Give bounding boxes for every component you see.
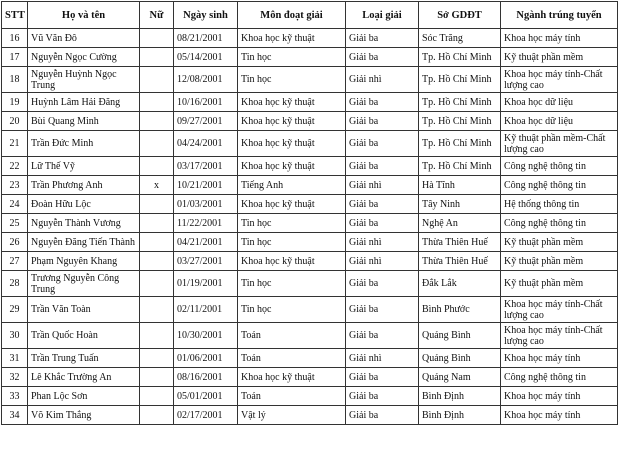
cell-name: Trần Đức Minh bbox=[28, 131, 140, 157]
cell-department: Tây Ninh bbox=[419, 195, 501, 214]
cell-award: Giải ba bbox=[346, 406, 419, 425]
cell-dob: 05/01/2001 bbox=[174, 387, 238, 406]
cell-award: Giải ba bbox=[346, 368, 419, 387]
cell-subject: Khoa học kỹ thuật bbox=[238, 195, 346, 214]
cell-subject: Toán bbox=[238, 387, 346, 406]
table-row bbox=[2, 297, 618, 323]
cell-female bbox=[140, 387, 174, 406]
table-row bbox=[2, 195, 618, 214]
cell-stt: 23 bbox=[2, 176, 28, 195]
table-row bbox=[2, 93, 618, 112]
cell-female bbox=[140, 271, 174, 297]
cell-dob: 11/22/2001 bbox=[174, 214, 238, 233]
cell-major: Kỹ thuật phần mềm-Chất lượng cao bbox=[501, 131, 618, 157]
cell-female bbox=[140, 112, 174, 131]
header-major: Ngành trúng tuyển bbox=[501, 2, 618, 29]
awards-table bbox=[1, 1, 618, 425]
cell-subject: Tin học bbox=[238, 297, 346, 323]
cell-name: Lữ Thế Vỹ bbox=[28, 157, 140, 176]
table-row bbox=[2, 387, 618, 406]
header-stt: STT bbox=[2, 2, 28, 29]
cell-female bbox=[140, 297, 174, 323]
cell-stt: 34 bbox=[2, 406, 28, 425]
cell-major: Khoa học máy tính-Chất lượng cao bbox=[501, 323, 618, 349]
cell-stt: 28 bbox=[2, 271, 28, 297]
cell-subject: Tin học bbox=[238, 48, 346, 67]
cell-female bbox=[140, 157, 174, 176]
cell-subject: Khoa học kỹ thuật bbox=[238, 29, 346, 48]
cell-department: Thừa Thiên Huế bbox=[419, 252, 501, 271]
cell-dob: 02/11/2001 bbox=[174, 297, 238, 323]
cell-dob: 10/30/2001 bbox=[174, 323, 238, 349]
table-row bbox=[2, 349, 618, 368]
table-row bbox=[2, 48, 618, 67]
cell-dob: 02/17/2001 bbox=[174, 406, 238, 425]
cell-female bbox=[140, 195, 174, 214]
cell-department: Thừa Thiên Huế bbox=[419, 233, 501, 252]
cell-name: Nguyễn Ngọc Cường bbox=[28, 48, 140, 67]
cell-dob: 08/16/2001 bbox=[174, 368, 238, 387]
cell-award: Giải ba bbox=[346, 131, 419, 157]
cell-award: Giải ba bbox=[346, 214, 419, 233]
cell-department: Quảng Nam bbox=[419, 368, 501, 387]
cell-department: Tp. Hồ Chí Minh bbox=[419, 131, 501, 157]
cell-subject: Khoa học kỹ thuật bbox=[238, 157, 346, 176]
cell-major: Khoa học máy tính bbox=[501, 406, 618, 425]
table-body bbox=[2, 29, 618, 425]
cell-major: Khoa học máy tính-Chất lượng cao bbox=[501, 67, 618, 93]
cell-department: Hà Tĩnh bbox=[419, 176, 501, 195]
cell-award: Giải ba bbox=[346, 29, 419, 48]
cell-stt: 21 bbox=[2, 131, 28, 157]
cell-stt: 31 bbox=[2, 349, 28, 368]
cell-subject: Khoa học kỹ thuật bbox=[238, 252, 346, 271]
cell-name: Bùi Quang Minh bbox=[28, 112, 140, 131]
header-dob: Ngày sinh bbox=[174, 2, 238, 29]
cell-stt: 32 bbox=[2, 368, 28, 387]
table-row bbox=[2, 406, 618, 425]
cell-award: Giải nhì bbox=[346, 176, 419, 195]
cell-stt: 33 bbox=[2, 387, 28, 406]
cell-name: Trần Văn Toàn bbox=[28, 297, 140, 323]
cell-female bbox=[140, 48, 174, 67]
cell-major: Công nghệ thông tin bbox=[501, 368, 618, 387]
cell-department: Đắk Lắk bbox=[419, 271, 501, 297]
cell-award: Giải ba bbox=[346, 387, 419, 406]
cell-dob: 01/03/2001 bbox=[174, 195, 238, 214]
cell-female bbox=[140, 406, 174, 425]
cell-subject: Khoa học kỹ thuật bbox=[238, 368, 346, 387]
cell-subject: Tin học bbox=[238, 271, 346, 297]
cell-stt: 27 bbox=[2, 252, 28, 271]
header-subject: Môn đoạt giải bbox=[238, 2, 346, 29]
table-row bbox=[2, 67, 618, 93]
cell-name: Võ Kim Thắng bbox=[28, 406, 140, 425]
cell-subject: Tin học bbox=[238, 67, 346, 93]
table-row bbox=[2, 233, 618, 252]
cell-dob: 12/08/2001 bbox=[174, 67, 238, 93]
cell-dob: 09/27/2001 bbox=[174, 112, 238, 131]
header-row bbox=[2, 2, 618, 29]
cell-stt: 20 bbox=[2, 112, 28, 131]
cell-stt: 16 bbox=[2, 29, 28, 48]
cell-dob: 01/19/2001 bbox=[174, 271, 238, 297]
cell-major: Khoa học máy tính-Chất lượng cao bbox=[501, 297, 618, 323]
cell-award: Giải nhì bbox=[346, 252, 419, 271]
cell-name: Phan Lộc Sơn bbox=[28, 387, 140, 406]
cell-department: Tp. Hồ Chí Minh bbox=[419, 67, 501, 93]
cell-award: Giải ba bbox=[346, 323, 419, 349]
cell-award: Giải ba bbox=[346, 271, 419, 297]
cell-major: Công nghệ thông tin bbox=[501, 157, 618, 176]
cell-stt: 25 bbox=[2, 214, 28, 233]
cell-subject: Tin học bbox=[238, 214, 346, 233]
cell-female bbox=[140, 368, 174, 387]
cell-department: Quảng Bình bbox=[419, 323, 501, 349]
table-row bbox=[2, 252, 618, 271]
cell-female: x bbox=[140, 176, 174, 195]
cell-award: Giải ba bbox=[346, 48, 419, 67]
header-award: Loại giải bbox=[346, 2, 419, 29]
cell-female bbox=[140, 323, 174, 349]
cell-name: Đoàn Hữu Lộc bbox=[28, 195, 140, 214]
cell-major: Khoa học máy tính bbox=[501, 387, 618, 406]
table-row bbox=[2, 271, 618, 297]
header-name: Họ và tên bbox=[28, 2, 140, 29]
cell-department: Tp. Hồ Chí Minh bbox=[419, 93, 501, 112]
cell-female bbox=[140, 349, 174, 368]
cell-department: Tp. Hồ Chí Minh bbox=[419, 112, 501, 131]
cell-dob: 10/16/2001 bbox=[174, 93, 238, 112]
cell-subject: Tin học bbox=[238, 233, 346, 252]
table-row bbox=[2, 323, 618, 349]
cell-dob: 03/27/2001 bbox=[174, 252, 238, 271]
cell-stt: 17 bbox=[2, 48, 28, 67]
cell-name: Trần Quốc Hoàn bbox=[28, 323, 140, 349]
table-row bbox=[2, 214, 618, 233]
cell-subject: Vật lý bbox=[238, 406, 346, 425]
table-row bbox=[2, 29, 618, 48]
cell-name: Nguyễn Huỳnh Ngọc Trung bbox=[28, 67, 140, 93]
cell-award: Giải nhì bbox=[346, 233, 419, 252]
cell-name: Trần Phương Anh bbox=[28, 176, 140, 195]
cell-stt: 24 bbox=[2, 195, 28, 214]
cell-name: Nguyễn Đăng Tiến Thành bbox=[28, 233, 140, 252]
cell-award: Giải nhì bbox=[346, 67, 419, 93]
cell-stt: 26 bbox=[2, 233, 28, 252]
cell-major: Khoa học máy tính bbox=[501, 349, 618, 368]
cell-female bbox=[140, 29, 174, 48]
cell-dob: 10/21/2001 bbox=[174, 176, 238, 195]
cell-award: Giải ba bbox=[346, 157, 419, 176]
cell-department: Bình Định bbox=[419, 406, 501, 425]
cell-stt: 29 bbox=[2, 297, 28, 323]
cell-dob: 04/24/2001 bbox=[174, 131, 238, 157]
cell-female bbox=[140, 67, 174, 93]
cell-award: Giải ba bbox=[346, 195, 419, 214]
cell-dob: 08/21/2001 bbox=[174, 29, 238, 48]
cell-award: Giải nhì bbox=[346, 349, 419, 368]
cell-department: Tp. Hồ Chí Minh bbox=[419, 48, 501, 67]
table-row bbox=[2, 176, 618, 195]
cell-stt: 30 bbox=[2, 323, 28, 349]
cell-award: Giải ba bbox=[346, 297, 419, 323]
cell-name: Huỳnh Lâm Hải Đăng bbox=[28, 93, 140, 112]
cell-award: Giải ba bbox=[346, 93, 419, 112]
cell-female bbox=[140, 252, 174, 271]
cell-major: Kỹ thuật phần mềm bbox=[501, 48, 618, 67]
header-female: Nữ bbox=[140, 2, 174, 29]
cell-department: Bình Định bbox=[419, 387, 501, 406]
cell-name: Trần Trung Tuấn bbox=[28, 349, 140, 368]
cell-female bbox=[140, 214, 174, 233]
cell-subject: Khoa học kỹ thuật bbox=[238, 93, 346, 112]
cell-major: Khoa học dữ liệu bbox=[501, 93, 618, 112]
cell-subject: Khoa học kỹ thuật bbox=[238, 131, 346, 157]
cell-major: Hệ thống thông tin bbox=[501, 195, 618, 214]
cell-major: Khoa học máy tính bbox=[501, 29, 618, 48]
cell-name: Lê Khắc Trường An bbox=[28, 368, 140, 387]
cell-subject: Toán bbox=[238, 323, 346, 349]
cell-major: Khoa học dữ liệu bbox=[501, 112, 618, 131]
cell-name: Vũ Văn Đô bbox=[28, 29, 140, 48]
cell-stt: 18 bbox=[2, 67, 28, 93]
cell-major: Kỹ thuật phần mềm bbox=[501, 233, 618, 252]
cell-department: Tp. Hồ Chí Minh bbox=[419, 157, 501, 176]
cell-name: Nguyễn Thành Vương bbox=[28, 214, 140, 233]
cell-subject: Toán bbox=[238, 349, 346, 368]
cell-stt: 19 bbox=[2, 93, 28, 112]
cell-name: Trương Nguyễn Công Trung bbox=[28, 271, 140, 297]
cell-award: Giải ba bbox=[346, 112, 419, 131]
table-row bbox=[2, 131, 618, 157]
cell-major: Công nghệ thông tin bbox=[501, 214, 618, 233]
cell-department: Sóc Trăng bbox=[419, 29, 501, 48]
cell-department: Quảng Bình bbox=[419, 349, 501, 368]
cell-dob: 01/06/2001 bbox=[174, 349, 238, 368]
cell-dob: 04/21/2001 bbox=[174, 233, 238, 252]
table-row bbox=[2, 157, 618, 176]
cell-dob: 03/17/2001 bbox=[174, 157, 238, 176]
cell-female bbox=[140, 233, 174, 252]
header-department: Sở GDĐT bbox=[419, 2, 501, 29]
cell-female bbox=[140, 131, 174, 157]
cell-stt: 22 bbox=[2, 157, 28, 176]
cell-major: Công nghệ thông tin bbox=[501, 176, 618, 195]
cell-name: Phạm Nguyên Khang bbox=[28, 252, 140, 271]
cell-dob: 05/14/2001 bbox=[174, 48, 238, 67]
cell-department: Nghệ An bbox=[419, 214, 501, 233]
table-row bbox=[2, 112, 618, 131]
cell-subject: Tiếng Anh bbox=[238, 176, 346, 195]
cell-subject: Khoa học kỹ thuật bbox=[238, 112, 346, 131]
cell-department: Bình Phước bbox=[419, 297, 501, 323]
cell-female bbox=[140, 93, 174, 112]
cell-major: Kỹ thuật phần mềm bbox=[501, 271, 618, 297]
cell-major: Kỹ thuật phần mềm bbox=[501, 252, 618, 271]
table-row bbox=[2, 368, 618, 387]
